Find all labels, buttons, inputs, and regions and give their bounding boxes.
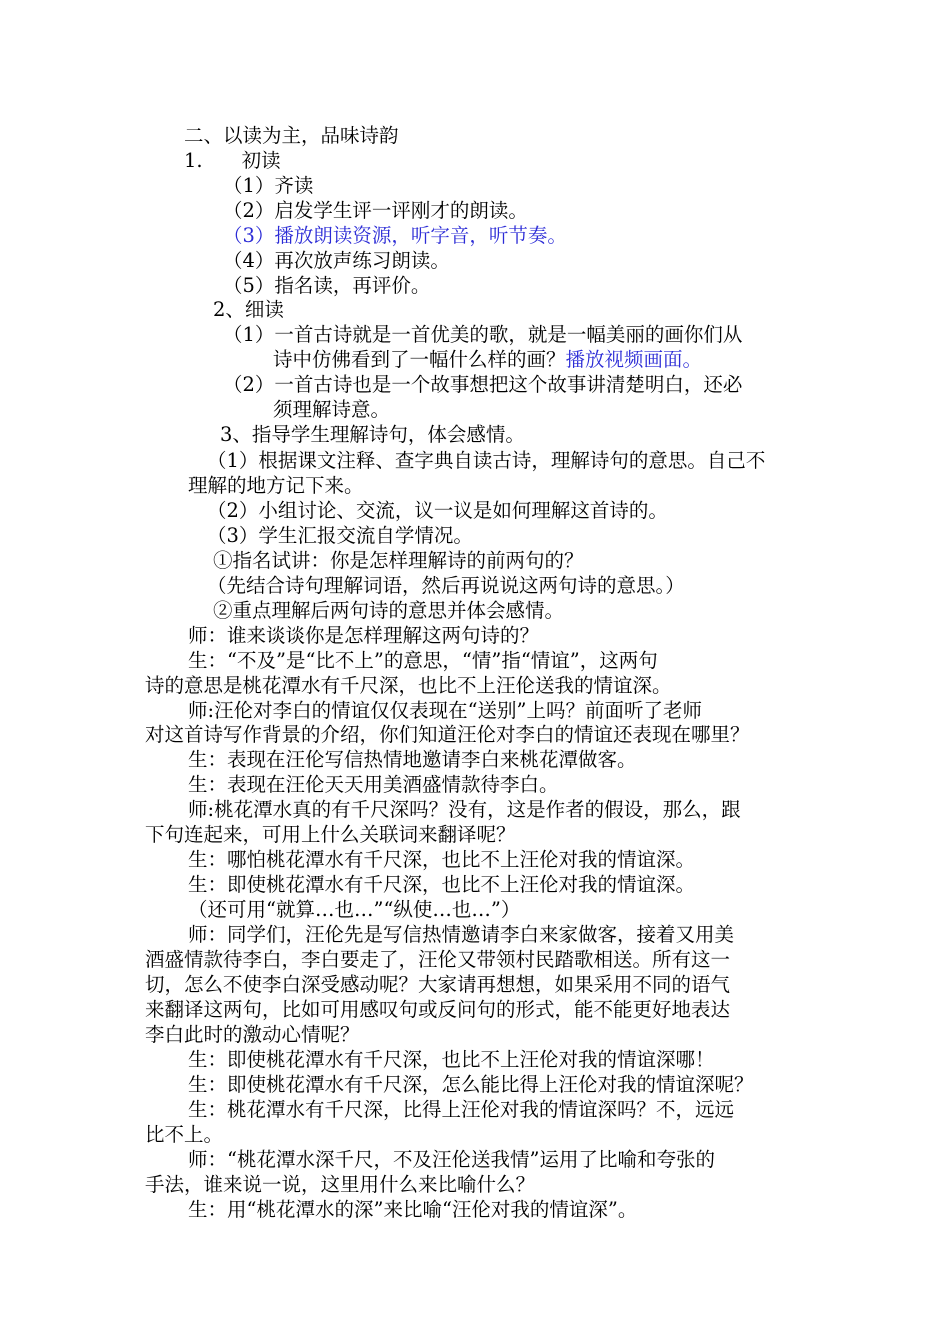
text-line: 诗的意思是桃花潭水有千尺深，也比不上汪伦送我的情谊深。 (145, 674, 672, 697)
text-line: 生：表现在汪伦写信热情地邀请李白来桃花潭做客。 (188, 748, 637, 771)
text-line: 师:汪伦对李白的情谊仅仅表现在“送别”上吗？前面听了老师 (188, 699, 703, 722)
text-line: 手法，谁来说一说，这里用什么来比喻什么？ (145, 1173, 536, 1196)
text-line: 生：即使桃花潭水有千尺深，也比不上汪伦对我的情谊深。 (188, 873, 696, 896)
text-line: （1）齐读 (223, 174, 314, 197)
section-heading: 二、以读为主，品味诗韵 (184, 124, 399, 147)
text-line: 对这首诗写作背景的介绍，你们知道汪伦对李白的情谊还表现在哪里？ (145, 723, 750, 746)
text-line: 生：哪怕桃花潭水有千尺深，也比不上汪伦对我的情谊深。 (188, 848, 696, 871)
subsection-heading: 1. 初读 (184, 149, 281, 172)
text-line: （2）小组讨论、交流，议一议是如何理解这首诗的。 (207, 499, 668, 522)
text-line: 切，怎么不使李白深受感动呢？大家请再想想，如果采用不同的语气 (145, 973, 731, 996)
subsection-heading: 2、细读 (213, 298, 284, 321)
text-line: 师：同学们，汪伦先是写信热情邀请李白来家做客，接着又用美 (188, 923, 735, 946)
text-line: （1）一首古诗就是一首优美的歌，就是一幅美丽的画你们从 (223, 323, 743, 346)
text-line: 酒盛情款待李白，李白要走了，汪伦又带领村民踏歌相送。所有这一 (145, 948, 731, 971)
text-line: 下句连起来，可用上什么关联词来翻译呢？ (145, 823, 516, 846)
text-line: 比不上。 (145, 1123, 224, 1146)
text-line: 生：表现在汪伦天天用美酒盛情款待李白。 (188, 773, 559, 796)
text-line: （2）一首古诗也是一个故事想把这个故事讲清楚明白，还必 (223, 373, 743, 396)
text-line: ②重点理解后两句诗的意思并体会感情。 (213, 599, 565, 622)
text-line: 师：“桃花潭水深千尺，不及汪伦送我情”运用了比喻和夸张的 (188, 1148, 715, 1171)
text-line: （1）根据课文注释、查字典自读古诗，理解诗句的意思。自己不 (207, 449, 766, 472)
text-line (273, 348, 702, 372)
text-line: 生：桃花潭水有千尺深，比得上汪伦对我的情谊深吗？不，远远 (188, 1098, 735, 1121)
text-line: 生：即使桃花潭水有千尺深，也比不上汪伦对我的情谊深哪！ (188, 1048, 715, 1071)
text-line: 生：用“桃花潭水的深”来比喻“汪伦对我的情谊深”。 (188, 1198, 638, 1221)
text-line: （先结合诗句理解词语，然后再说说这两句诗的意思。） (207, 574, 685, 597)
text-line: （2）启发学生评一评刚才的朗读。 (223, 199, 528, 222)
text-line: 生：“不及”是“比不上”的意思，“情”指“情谊”，这两句 (188, 649, 658, 672)
text-span: 诗中仿佛看到了一幅什么样的画？ (273, 348, 566, 371)
text-line: （5）指名读，再评价。 (223, 274, 431, 297)
text-line: （还可用“就算…也…”“纵使…也…”） (188, 898, 521, 921)
text-line: 生：即使桃花潭水有千尺深，怎么能比得上汪伦对我的情谊深呢？ (188, 1073, 754, 1096)
text-line: ①指名试讲：你是怎样理解诗的前两句的？ (213, 549, 584, 572)
text-line: 来翻译这两句，比如可用感叹句或反问句的形式，能不能更好地表达 (145, 998, 731, 1021)
subsection-heading: 3、指导学生理解诗句，体会感情。 (220, 423, 525, 446)
text-line: 理解的地方记下来。 (188, 474, 364, 497)
text-line: 师:桃花潭水真的有千尺深吗？没有，这是作者的假设，那么，跟 (188, 798, 741, 821)
text-line: 须理解诗意。 (273, 398, 391, 421)
text-line: 师：谁来谈谈你是怎样理解这两句诗的？ (188, 624, 540, 647)
highlighted-text-line: （3）播放朗读资源，听字音，听节奏。 (223, 224, 567, 247)
highlighted-text-span: 播放视频画面。 (565, 348, 703, 371)
text-line: （3）学生汇报交流自学情况。 (207, 524, 473, 547)
text-line: 李白此时的激动心情呢？ (145, 1023, 360, 1046)
text-line: （4）再次放声练习朗读。 (223, 249, 450, 272)
